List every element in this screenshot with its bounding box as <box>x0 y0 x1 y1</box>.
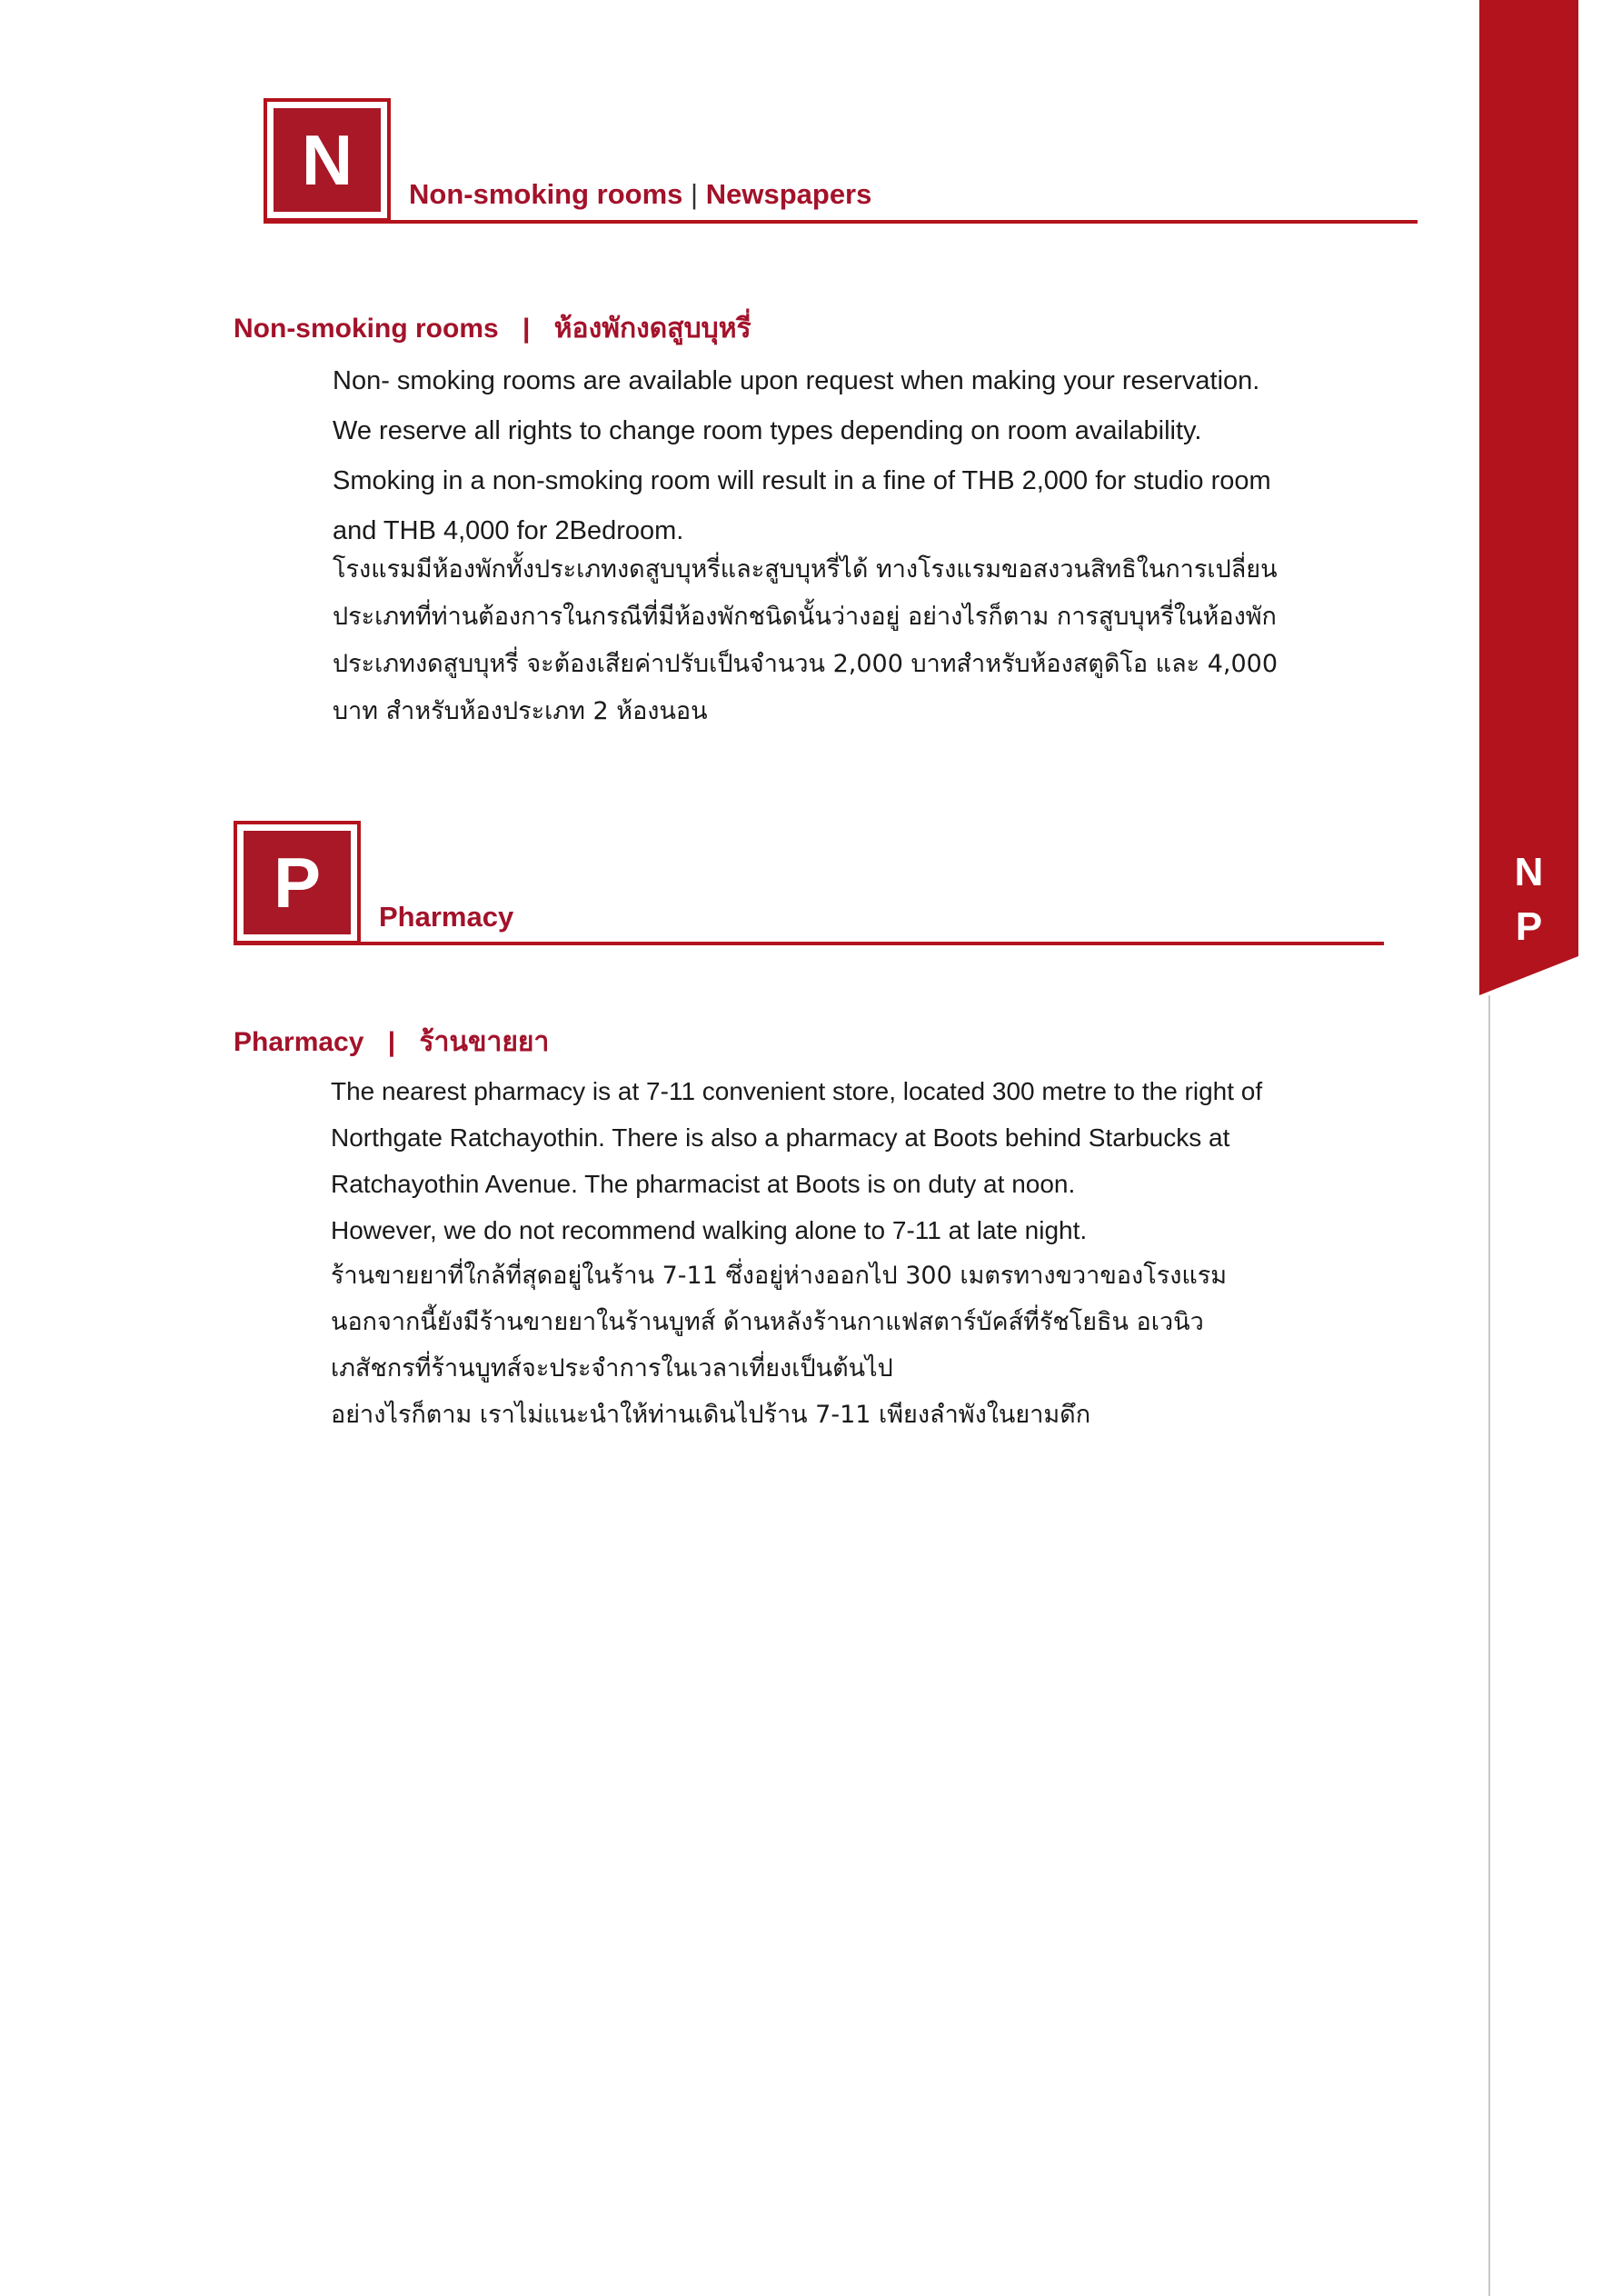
text-line: Northgate Ratchayothin. There is also a pharmacy at Boots behind Starbucks at <box>331 1123 1230 1152</box>
text-line: Non- smoking rooms are available upon request when making your reservation. <box>333 366 1260 395</box>
text-line: ร้านขายยาที่ใกล้ที่สุดอยู่ในร้าน 7-11 ซึ่งอยู่ห่างออกไป 300 เมตรทางขวาของโรงแรม <box>331 1262 1228 1290</box>
section-letter-n: N <box>274 108 381 212</box>
section-letter-p: P <box>244 831 351 934</box>
text-line: Smoking in a non-smoking room will result in a fine of THB 2,000 for studio room <box>333 466 1271 495</box>
section-title-newspapers: Newspapers <box>705 178 872 210</box>
pharmacy-thai-text <box>331 1253 1227 1438</box>
subheading-th: ร้านขายยา <box>419 1026 550 1058</box>
non-smoking-english-text <box>333 356 1271 556</box>
section-rule-n <box>264 220 1418 224</box>
section-letter-box-n <box>264 98 391 222</box>
text-line: ประเภทงดสูบบุหรี่ จะต้องเสียค่าปรับเป็นจำนวน 2,000 บาทสำหรับห้องสตูดิโอ และ 4,000 <box>333 650 1279 678</box>
subheading-en: Non-smoking rooms <box>234 314 499 344</box>
text-line: โรงแรมมีห้องพักทั้งประเภทงดสูบบุหรี่และสูบบุหรี่ได้ ทางโรงแรมขอสงวนสิทธิในการเปลี่ยน <box>333 555 1278 584</box>
side-letter-n: N <box>1514 850 1544 894</box>
section-title-p: Pharmacy <box>379 901 514 933</box>
subheading-non-smoking-rooms <box>234 307 751 350</box>
subheading-separator: | <box>522 314 531 344</box>
text-line: We reserve all rights to change room types depending on room availability. <box>333 416 1202 445</box>
text-line: The nearest pharmacy is at 7-11 convenient store, located 300 metre to the right of <box>331 1077 1263 1105</box>
section-title-non-smoking: Non-smoking rooms <box>409 178 683 210</box>
text-line: Ratchayothin Avenue. The pharmacist at Boots is on duty at noon. <box>331 1170 1076 1198</box>
text-line: บาท สำหรับห้องประเภท 2 ห้องนอน <box>333 697 708 725</box>
text-line: and THB 4,000 for 2Bedroom. <box>333 516 684 545</box>
pharmacy-english-text <box>331 1068 1262 1253</box>
text-line: เภสัชกรที่ร้านบูทส์จะประจำการในเวลาเที่ยงเป็นต้นไป <box>331 1354 893 1383</box>
side-index-letters <box>1479 845 1578 954</box>
section-title-separator: | <box>691 178 699 210</box>
section-rule-p <box>234 942 1384 945</box>
section-title-n <box>409 178 871 211</box>
side-letter-p: P <box>1515 904 1543 949</box>
text-line: นอกจากนี้ยังมีร้านขายยาในร้านบูทส์ ด้านหลังร้านกาแฟสตาร์บัคส์ที่รัชโยธิน อเวนิว <box>331 1308 1204 1336</box>
subheading-th: ห้องพักงดสูบบุหรี่ <box>553 313 751 344</box>
section-letter-box-p <box>234 821 361 944</box>
non-smoking-thai-text <box>333 546 1278 735</box>
side-divider-line <box>1488 995 1490 2296</box>
text-line: ประเภทที่ท่านต้องการในกรณีที่มีห้องพักชนิดนั้นว่างอยู่ อย่างไรก็ตาม การสูบบุหรี่ในห้องพัก <box>333 603 1277 631</box>
text-line: อย่างไรก็ตาม เราไม่แนะนำให้ท่านเดินไปร้าน 7-11 เพียงลำพังในยามดึก <box>331 1401 1091 1429</box>
subheading-pharmacy <box>234 1021 549 1063</box>
subheading-en: Pharmacy <box>234 1027 364 1057</box>
text-line: However, we do not recommend walking alone to 7-11 at late night. <box>331 1216 1088 1244</box>
subheading-separator: | <box>387 1027 396 1057</box>
